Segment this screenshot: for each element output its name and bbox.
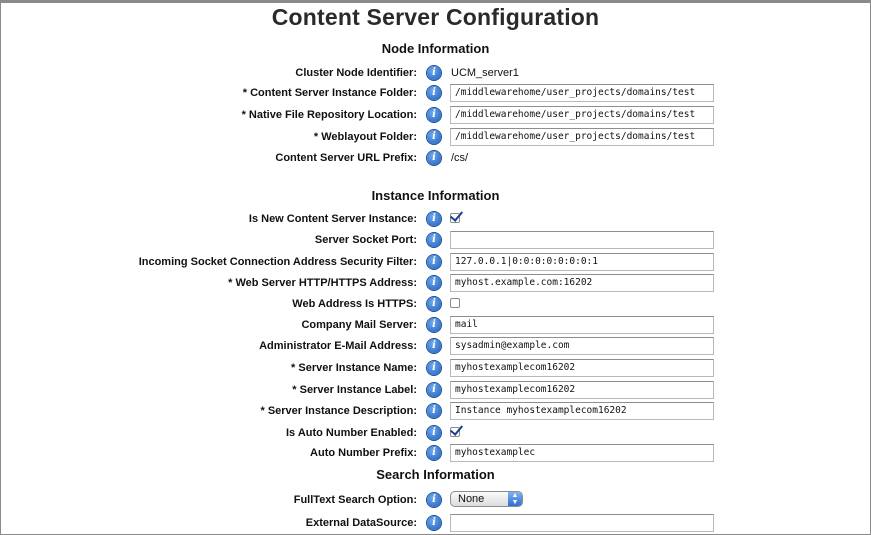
updown-arrow-icon: ▲ ▼ — [508, 492, 522, 506]
auto-number-prefix-label: Auto Number Prefix: — [310, 447, 417, 459]
instance-folder-label: * Content Server Instance Folder: — [242, 87, 417, 99]
info-icon[interactable]: i — [427, 516, 441, 530]
info-icon[interactable]: i — [427, 276, 441, 290]
info-icon[interactable]: i — [427, 66, 441, 80]
row-instance-description — [0, 402, 871, 422]
instance-label-label: * Server Instance Label: — [292, 384, 417, 396]
auto-number-prefix-input[interactable]: myhostexamplec — [450, 444, 714, 462]
row-auto-number-enabled — [0, 424, 871, 444]
info-icon[interactable]: i — [427, 233, 441, 247]
http-address-input[interactable]: myhost.example.com:16202 — [450, 274, 714, 292]
fulltext-search-selected: None — [458, 493, 485, 505]
fulltext-search-label: FullText Search Option: — [293, 494, 417, 506]
security-filter-label: Incoming Socket Connection Address Security Filter: — [138, 256, 417, 268]
row-security-filter — [0, 253, 871, 273]
native-repo-label: * Native File Repository Location: — [241, 109, 417, 121]
url-prefix-value: /cs/ — [451, 152, 469, 164]
weblayout-label: * Weblayout Folder: — [313, 131, 417, 143]
row-instance-folder — [0, 84, 871, 104]
info-icon[interactable]: i — [427, 339, 441, 353]
row-instance-name — [0, 359, 871, 379]
socket-port-label: Server Socket Port: — [314, 234, 417, 246]
row-mail-server — [0, 316, 871, 336]
row-cluster-node-identifier — [0, 64, 871, 84]
info-icon[interactable]: i — [427, 426, 441, 440]
fulltext-search-select[interactable] — [450, 491, 523, 507]
instance-name-label: * Server Instance Name: — [291, 362, 417, 374]
mail-server-input[interactable]: mail — [450, 316, 714, 334]
external-datasource-label: External DataSource: — [305, 517, 417, 529]
admin-email-input[interactable]: sysadmin@example.com — [450, 337, 714, 355]
instance-folder-input[interactable]: /middlewarehome/user_projects/domains/test — [450, 84, 714, 102]
info-icon[interactable]: i — [427, 493, 441, 507]
info-icon[interactable]: i — [427, 86, 441, 100]
section-search-information: Search Information — [376, 467, 495, 482]
security-filter-input[interactable]: 127.0.0.1|0:0:0:0:0:0:0:1 — [450, 253, 714, 271]
row-native-repo — [0, 106, 871, 126]
info-icon[interactable]: i — [427, 108, 441, 122]
row-external-datasource — [0, 514, 871, 534]
cluster-node-identifier-value: UCM_server1 — [451, 67, 519, 79]
row-socket-port — [0, 231, 871, 251]
is-new-instance-checkbox[interactable] — [450, 213, 460, 223]
row-weblayout — [0, 128, 871, 148]
info-icon[interactable]: i — [427, 297, 441, 311]
instance-name-input[interactable]: myhostexamplecom16202 — [450, 359, 714, 377]
weblayout-input[interactable]: /middlewarehome/user_projects/domains/test — [450, 128, 714, 146]
native-repo-input[interactable]: /middlewarehome/user_projects/domains/test — [450, 106, 714, 124]
admin-email-label: Administrator E-Mail Address: — [259, 340, 417, 352]
info-icon[interactable]: i — [427, 318, 441, 332]
url-prefix-label: Content Server URL Prefix: — [275, 152, 417, 164]
row-url-prefix — [0, 149, 871, 169]
instance-description-input[interactable]: Instance myhostexamplecom16202 — [450, 402, 714, 420]
http-address-label: * Web Server HTTP/HTTPS Address: — [228, 277, 417, 289]
row-auto-number-prefix — [0, 444, 871, 464]
row-is-new-instance — [0, 210, 871, 230]
instance-label-input[interactable]: myhostexamplecom16202 — [450, 381, 714, 399]
section-instance-information: Instance Information — [371, 188, 500, 203]
row-http-address — [0, 274, 871, 294]
row-is-https — [0, 295, 871, 315]
is-https-label: Web Address Is HTTPS: — [292, 298, 417, 310]
info-icon[interactable]: i — [427, 446, 441, 460]
page-title: Content Server Configuration — [271, 4, 600, 30]
row-fulltext-search — [0, 491, 871, 511]
info-icon[interactable]: i — [427, 212, 441, 226]
info-icon[interactable]: i — [427, 255, 441, 269]
auto-number-enabled-checkbox[interactable] — [450, 427, 460, 437]
row-admin-email — [0, 337, 871, 357]
info-icon[interactable]: i — [427, 383, 441, 397]
info-icon[interactable]: i — [427, 361, 441, 375]
auto-number-enabled-label: Is Auto Number Enabled: — [286, 427, 417, 439]
section-node-information: Node Information — [381, 41, 490, 56]
info-icon[interactable]: i — [427, 151, 441, 165]
cluster-node-identifier-label: Cluster Node Identifier: — [295, 67, 417, 79]
is-new-instance-label: Is New Content Server Instance: — [248, 213, 417, 225]
mail-server-label: Company Mail Server: — [301, 319, 417, 331]
socket-port-input[interactable] — [450, 231, 714, 249]
info-icon[interactable]: i — [427, 404, 441, 418]
info-icon[interactable]: i — [427, 130, 441, 144]
external-datasource-input[interactable] — [450, 514, 714, 532]
instance-description-label: * Server Instance Description: — [260, 405, 417, 417]
is-https-checkbox[interactable] — [450, 298, 460, 308]
row-instance-label — [0, 381, 871, 401]
